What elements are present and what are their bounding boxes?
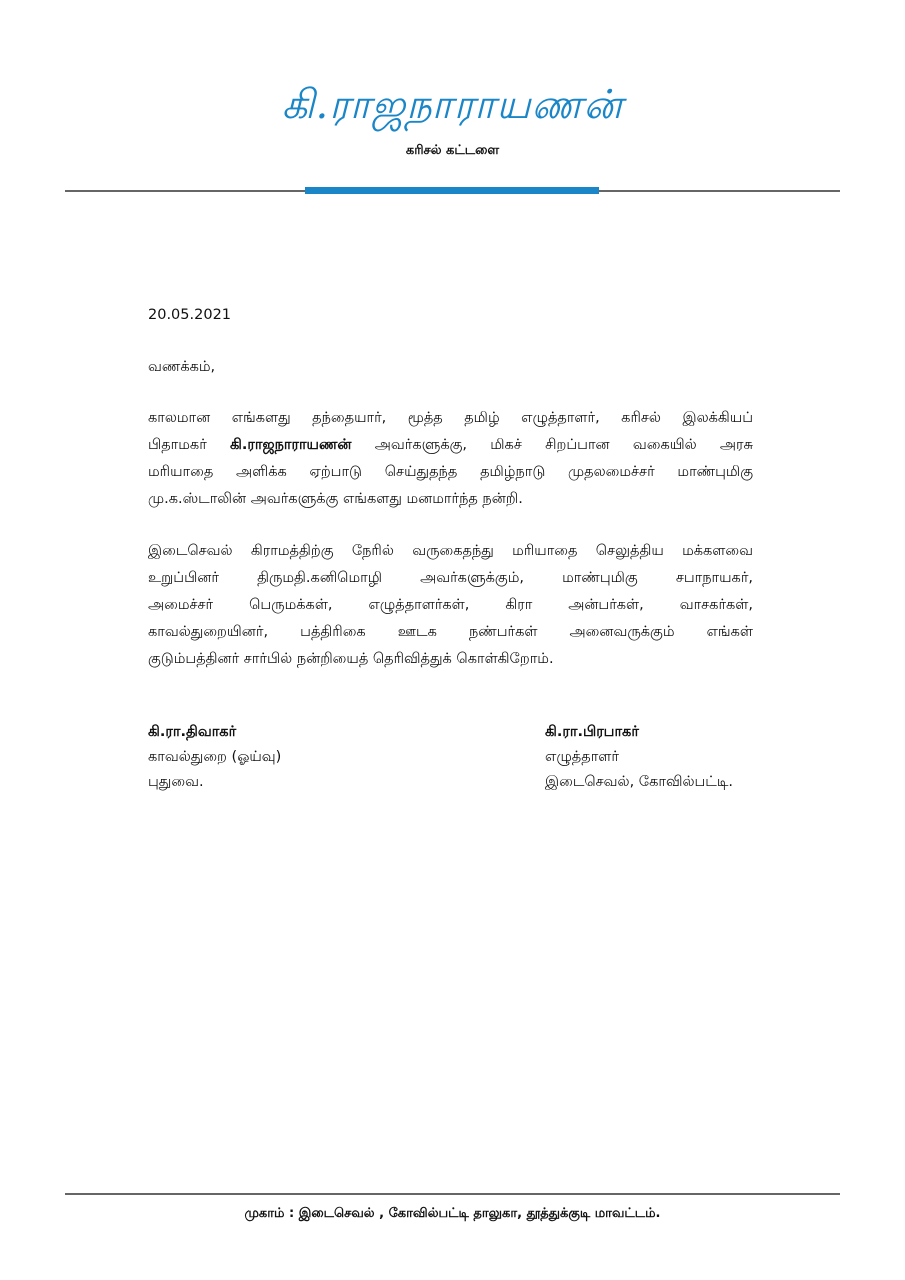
paragraph-line: இடைசெவல் கிராமத்திற்கு நேரில் வருகைதந்து மரியாதை செலுத்திய மக்களவை: [148, 543, 753, 559]
signatory-name: கி.ரா.பிரபாகர்: [545, 724, 639, 740]
letterhead-subtitle: கரிசல் கட்டளை: [405, 143, 500, 158]
letterhead-logo: கி.ராஜநாராயணன்: [281, 82, 624, 128]
text-run: அவர்களுக்கு, மிகச் சிறப்பான வகையில் அரசு: [351, 437, 753, 453]
paragraph-line: [148, 432, 753, 459]
paragraph-line: அமைச்சர் பெருமக்கள், எழுத்தாளர்கள், கிரா அன்பர்கள், வாசகர்கள்,: [148, 597, 753, 613]
date-text: 20.05.2021: [148, 307, 232, 323]
header-accent-bar: [305, 187, 599, 194]
signatory-role: காவல்துறை (ஓய்வு): [148, 749, 282, 765]
paragraph-line: குடும்பத்தினர் சார்பில் நன்றியைத் தெரிவித்துக் கொள்கிறோம்.: [148, 651, 554, 667]
paragraph-line: காலமான எங்களது தந்தையார், மூத்த தமிழ் எழுத்தாளர், கரிசல் இலக்கியப்: [148, 410, 753, 426]
text-run: பிதாமகர்: [148, 437, 231, 453]
signatory-name: கி.ரா.திவாகர்: [148, 724, 237, 740]
footer-address: முகாம் : இடைசெவல் , கோவில்பட்டி தாலுகா, தூத்துக்குடி மாவட்டம்.: [244, 1206, 661, 1221]
paragraph-line: மு.க.ஸ்டாலின் அவர்களுக்கு எங்களது மனமார்ந்த நன்றி.: [148, 491, 523, 507]
footer-divider: [65, 1193, 840, 1195]
paragraph-line: காவல்துறையினர், பத்திரிகை ஊடக நண்பர்கள் அனைவருக்கும் எங்கள்: [148, 624, 753, 640]
signatory-right: [545, 720, 733, 795]
signatory-left: [148, 720, 281, 795]
paragraph-line: உறுப்பினர் திருமதி.கனிமொழி அவர்களுக்கும், மாண்புமிகு சபாநாயகர்,: [148, 570, 753, 586]
signatory-place: இடைசெவல், கோவில்பட்டி.: [545, 774, 733, 790]
paragraph-2: [148, 538, 753, 673]
signatory-role: எழுத்தாளர்: [545, 749, 619, 765]
paragraph-1: [148, 405, 753, 513]
honoree-name: கி.ராஜநாராயணன்: [230, 437, 352, 453]
paragraph-line: மரியாதை அளிக்க ஏற்பாடு செய்துதந்த தமிழ்நாடு முதலமைச்சர் மாண்புமிகு: [148, 464, 753, 480]
greeting-text: வணக்கம்,: [148, 359, 216, 375]
signatory-place: புதுவை.: [148, 774, 204, 790]
greeting: [148, 359, 753, 377]
letter-date: [148, 307, 753, 323]
